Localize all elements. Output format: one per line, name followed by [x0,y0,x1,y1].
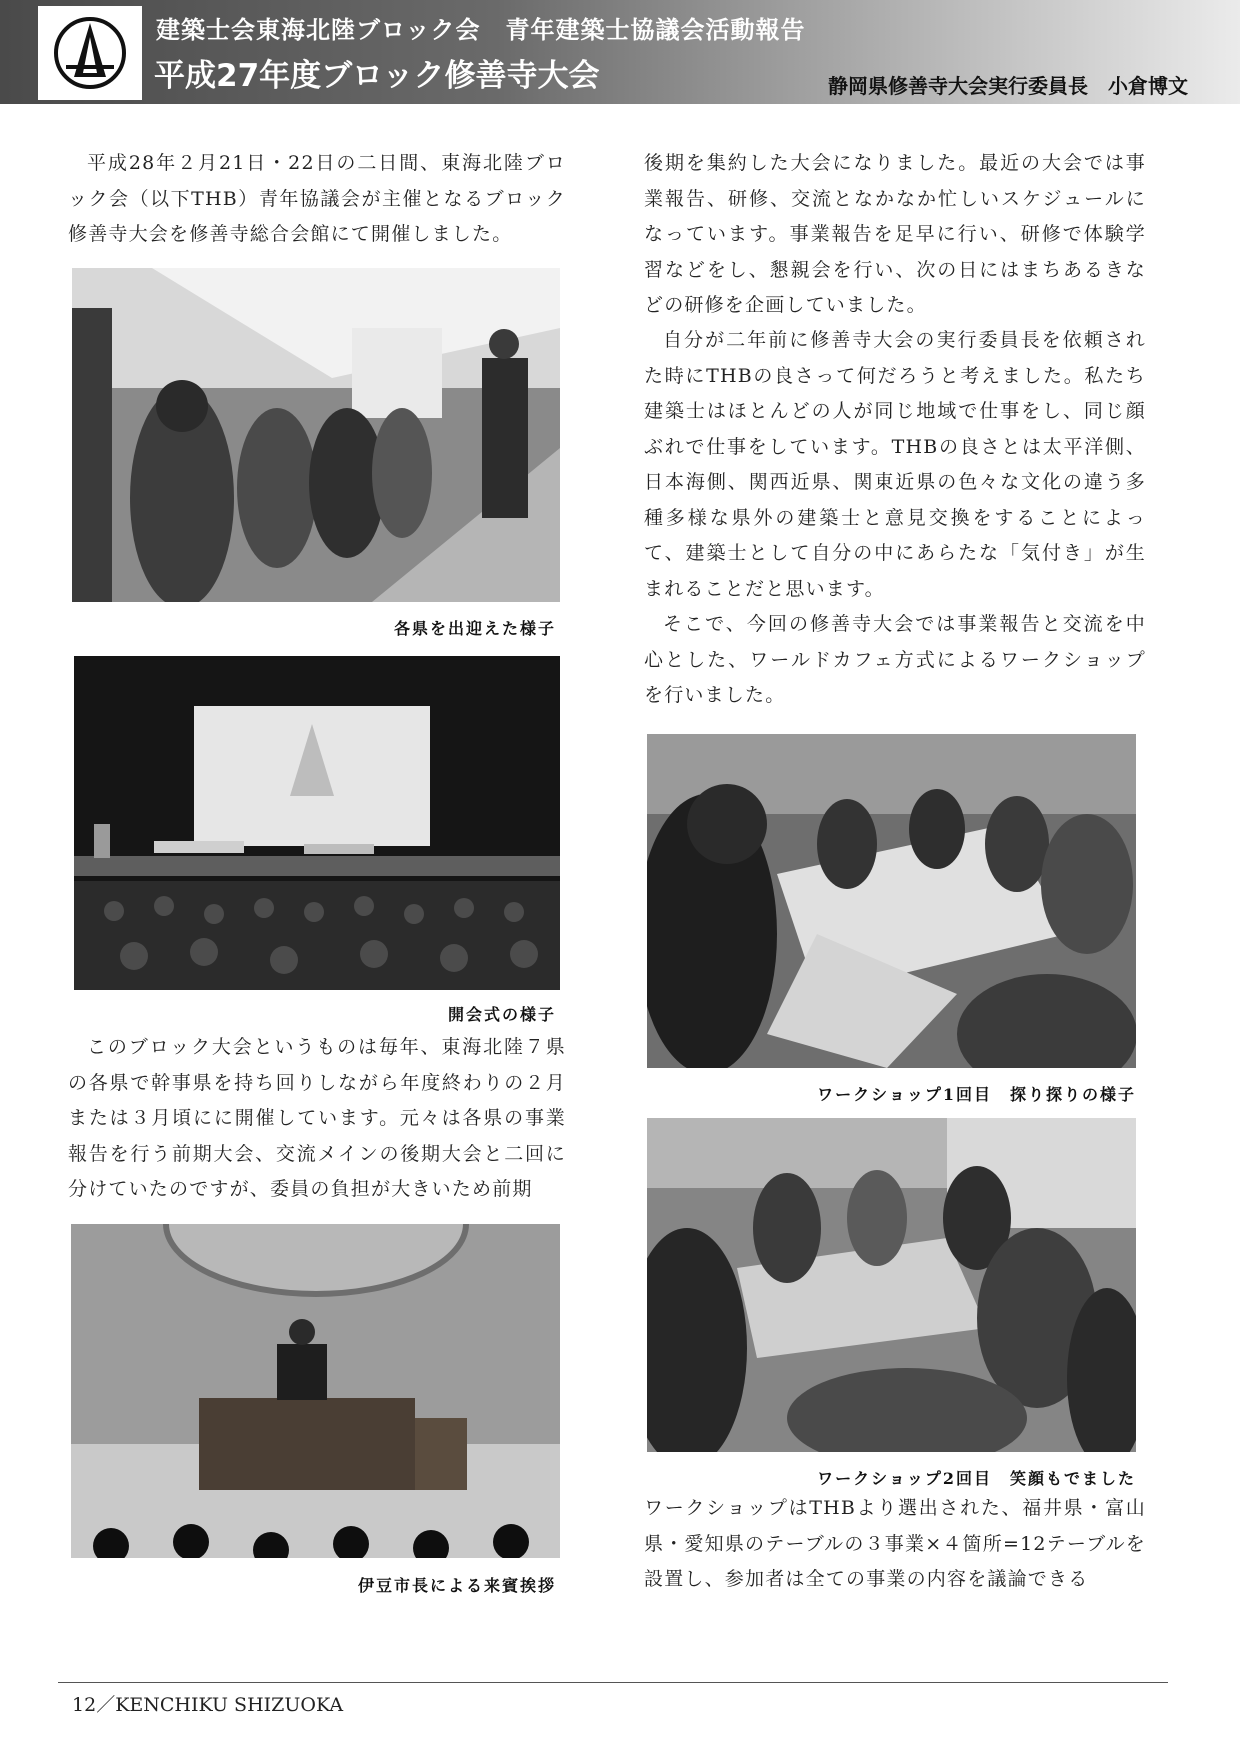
paragraph-combined-meeting: 後期を集約した大会になりました。最近の大会では事業報告、研修、交流となかなか忙しいスケジュールになっています。事業報告を足早に行い、研修で体験学習などをし、懇親会を行い、次の日にはまちあるきなどの研修を企画していました。 [644,152,1146,316]
photo-caption-workshop-second: ワークショップ2回目 笑顔もでました [817,1469,1136,1488]
association-logo-icon [52,15,128,91]
photo-caption-workshop-first: ワークショップ1回目 探り探りの様子 [817,1085,1136,1104]
photo-workshop-second [647,1118,1136,1452]
photo-caption-mayor: 伊豆市長による来賓挨拶 [357,1576,556,1595]
page-header [0,0,1240,104]
photo-mayor-speech [71,1224,560,1558]
paragraph-block-meeting: このブロック大会というものは毎年、東海北陸７県の各県で幹事県を持ち回りしながら年度終わりの２月または３月頃にに開催しています。元々は各県の事業報告を行う前期大会、交流メインの後期大会と二回に分けていたのですが、委員の負担が大きいため前期 [68,1036,566,1200]
header-subtitle: 建築士会東海北陸ブロック会 青年建築士協議会活動報告 [156,16,806,44]
paragraph-thb-value: 自分が二年前に修善寺大会の実行委員長を依頼された時にTHBの良さって何だろうと考えました。私たち建築士はほとんどの人が同じ地域で仕事をし、同じ顔ぶれで仕事をしています。THBの良さとは太平洋側、日本海側、関西近県、関東近県の色々な文化の違う多種多様な県外の建築士と意見交換をすることによって、建築士として自分の中にあらたな「気付き」が生まれることだと思います。 [644,329,1146,600]
logo [38,6,142,100]
photo-caption-welcome: 各県を出迎えた様子 [393,619,556,638]
page-title: 平成27年度ブロック修善寺大会 [154,58,600,94]
footer-divider [58,1682,1168,1683]
photo-workshop-first [647,734,1136,1068]
photo-opening-ceremony [74,656,560,990]
page-footer [72,1690,343,1717]
author-line: 静岡県修善寺大会実行委員長 小倉博文 [828,74,1188,98]
paragraph-intro: 平成28年２月21日・22日の二日間、東海北陸ブロック会（以下THB）青年協議会が主催となるブロック修善寺大会を修善寺総合会館にて開催しました。 [68,152,566,245]
page-number: 12 [72,1694,97,1716]
photo-welcome [72,268,560,602]
paragraph-world-cafe: そこで、今回の修善寺大会では事業報告と交流を中心とした、ワールドカフェ方式によるワークショップを行いました。 [644,613,1146,706]
paragraph-workshop-tables: ワークショップはTHBより選出された、福井県・富山県・愛知県のテーブルの３事業×４箇所=12テーブルを設置し、参加者は全ての事業の内容を議論できる [644,1497,1146,1590]
publication-name: ／KENCHIKU SHIZUOKA [96,1694,344,1716]
photo-caption-opening: 開会式の様子 [447,1005,556,1024]
